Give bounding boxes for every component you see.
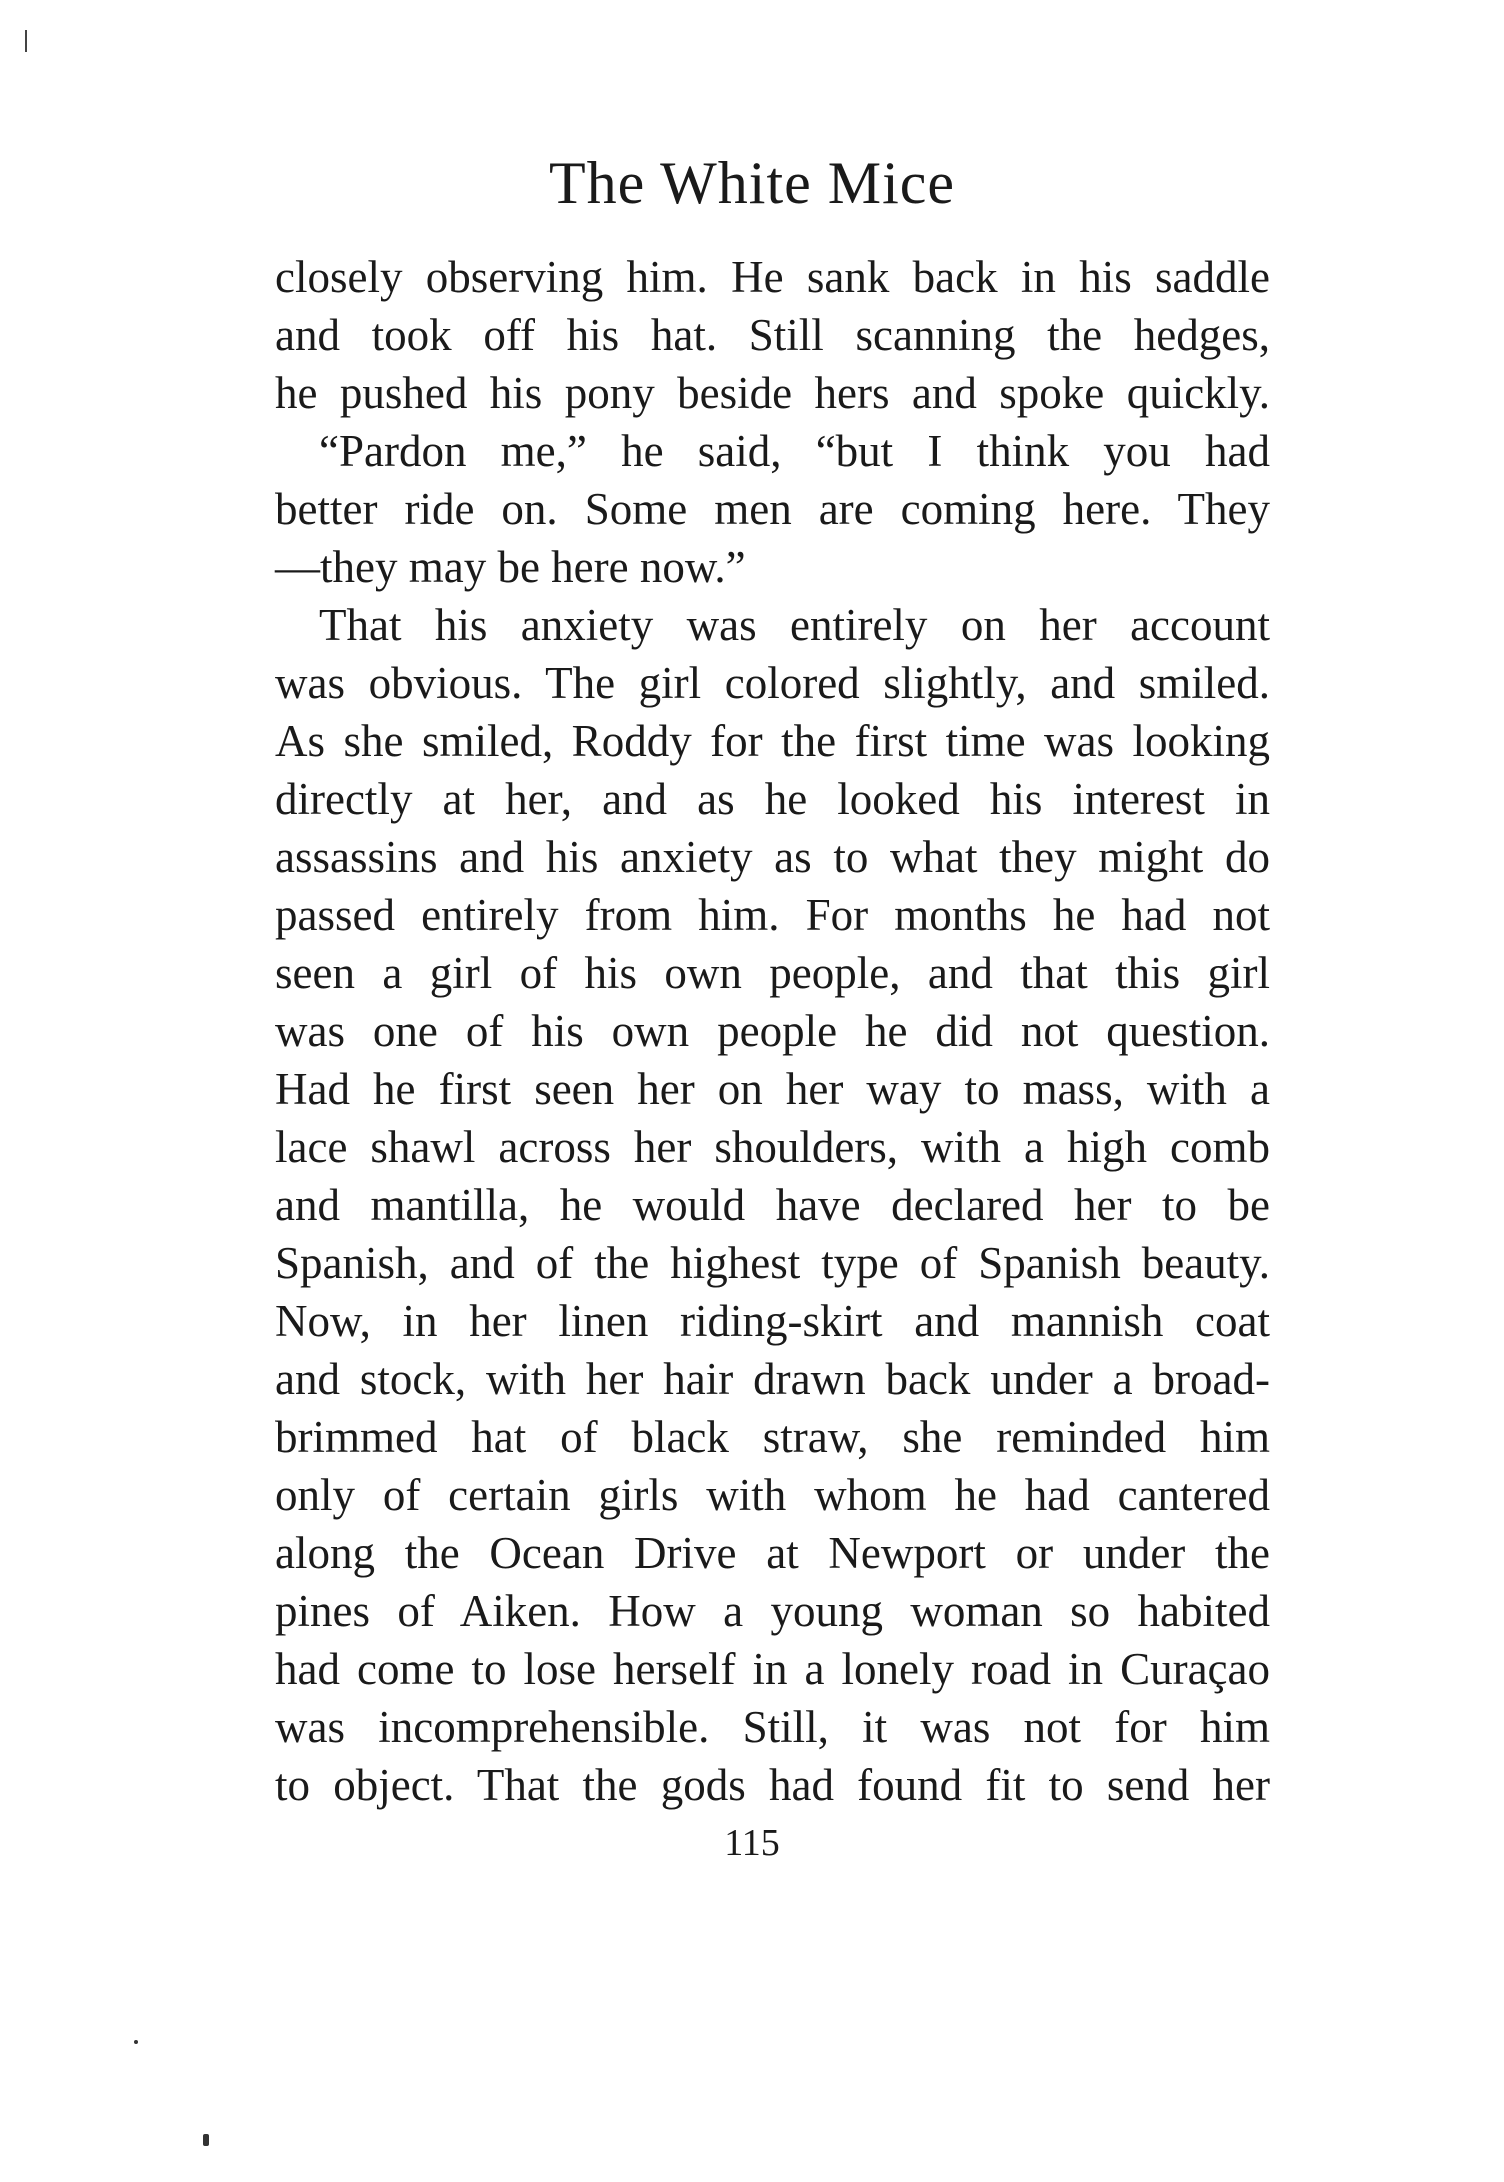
text-line: Now, in her linen riding-skirt and mannish coat [275,1296,1270,1346]
text-line: and stock, with her hair drawn back under a broad- [275,1354,1270,1404]
text-line: lace shawl across her shoulders, with a high comb [275,1122,1270,1172]
text-line: “Pardon me,” he said, “but I think you had [319,426,1270,476]
text-line: Spanish, and of the highest type of Spanish beauty. [275,1238,1270,1288]
text-line: Had he first seen her on her way to mass, with a [275,1064,1270,1114]
text-line: —they may be here now.” [275,542,746,592]
text-line: better ride on. Some men are coming here. They [275,484,1270,534]
text-line: That his anxiety was entirely on her account [319,600,1270,650]
text-line: and took off his hat. Still scanning the hedges, [275,310,1270,360]
text-line: was one of his own people he did not question. [275,1006,1270,1056]
text-line: seen a girl of his own people, and that this girl [275,948,1270,998]
text-line: closely observing him. He sank back in his saddle [275,252,1270,302]
body-text [275,248,1270,1814]
text-line: and mantilla, he would have declared her to be [275,1180,1270,1230]
text-line: was obvious. The girl colored slightly, and smiled. [275,658,1270,708]
text-line: passed entirely from him. For months he had not [275,890,1270,940]
text-line: to object. That the gods had found fit to send her [275,1760,1270,1810]
text-line: assassins and his anxiety as to what they might do [275,832,1270,882]
page-number: 115 [724,1822,780,1864]
text-line: had come to lose herself in a lonely road in Curaçao [275,1644,1270,1694]
text-line: was incomprehensible. Still, it was not for him [275,1702,1270,1752]
text-line: brimmed hat of black straw, she reminded him [275,1412,1270,1462]
text-line: along the Ocean Drive at Newport or under the [275,1528,1270,1578]
text-line: directly at her, and as he looked his interest in [275,774,1270,824]
scan-speck [203,2134,209,2146]
running-title: The White Mice [548,150,956,216]
text-line: he pushed his pony beside hers and spoke quickly. [275,368,1270,418]
text-line: pines of Aiken. How a young woman so habited [275,1586,1270,1636]
scan-speck [134,2040,138,2044]
text-line: only of certain girls with whom he had cantered [275,1470,1270,1520]
text-line: As she smiled, Roddy for the first time was looking [275,716,1270,766]
margin-mark [25,30,27,52]
